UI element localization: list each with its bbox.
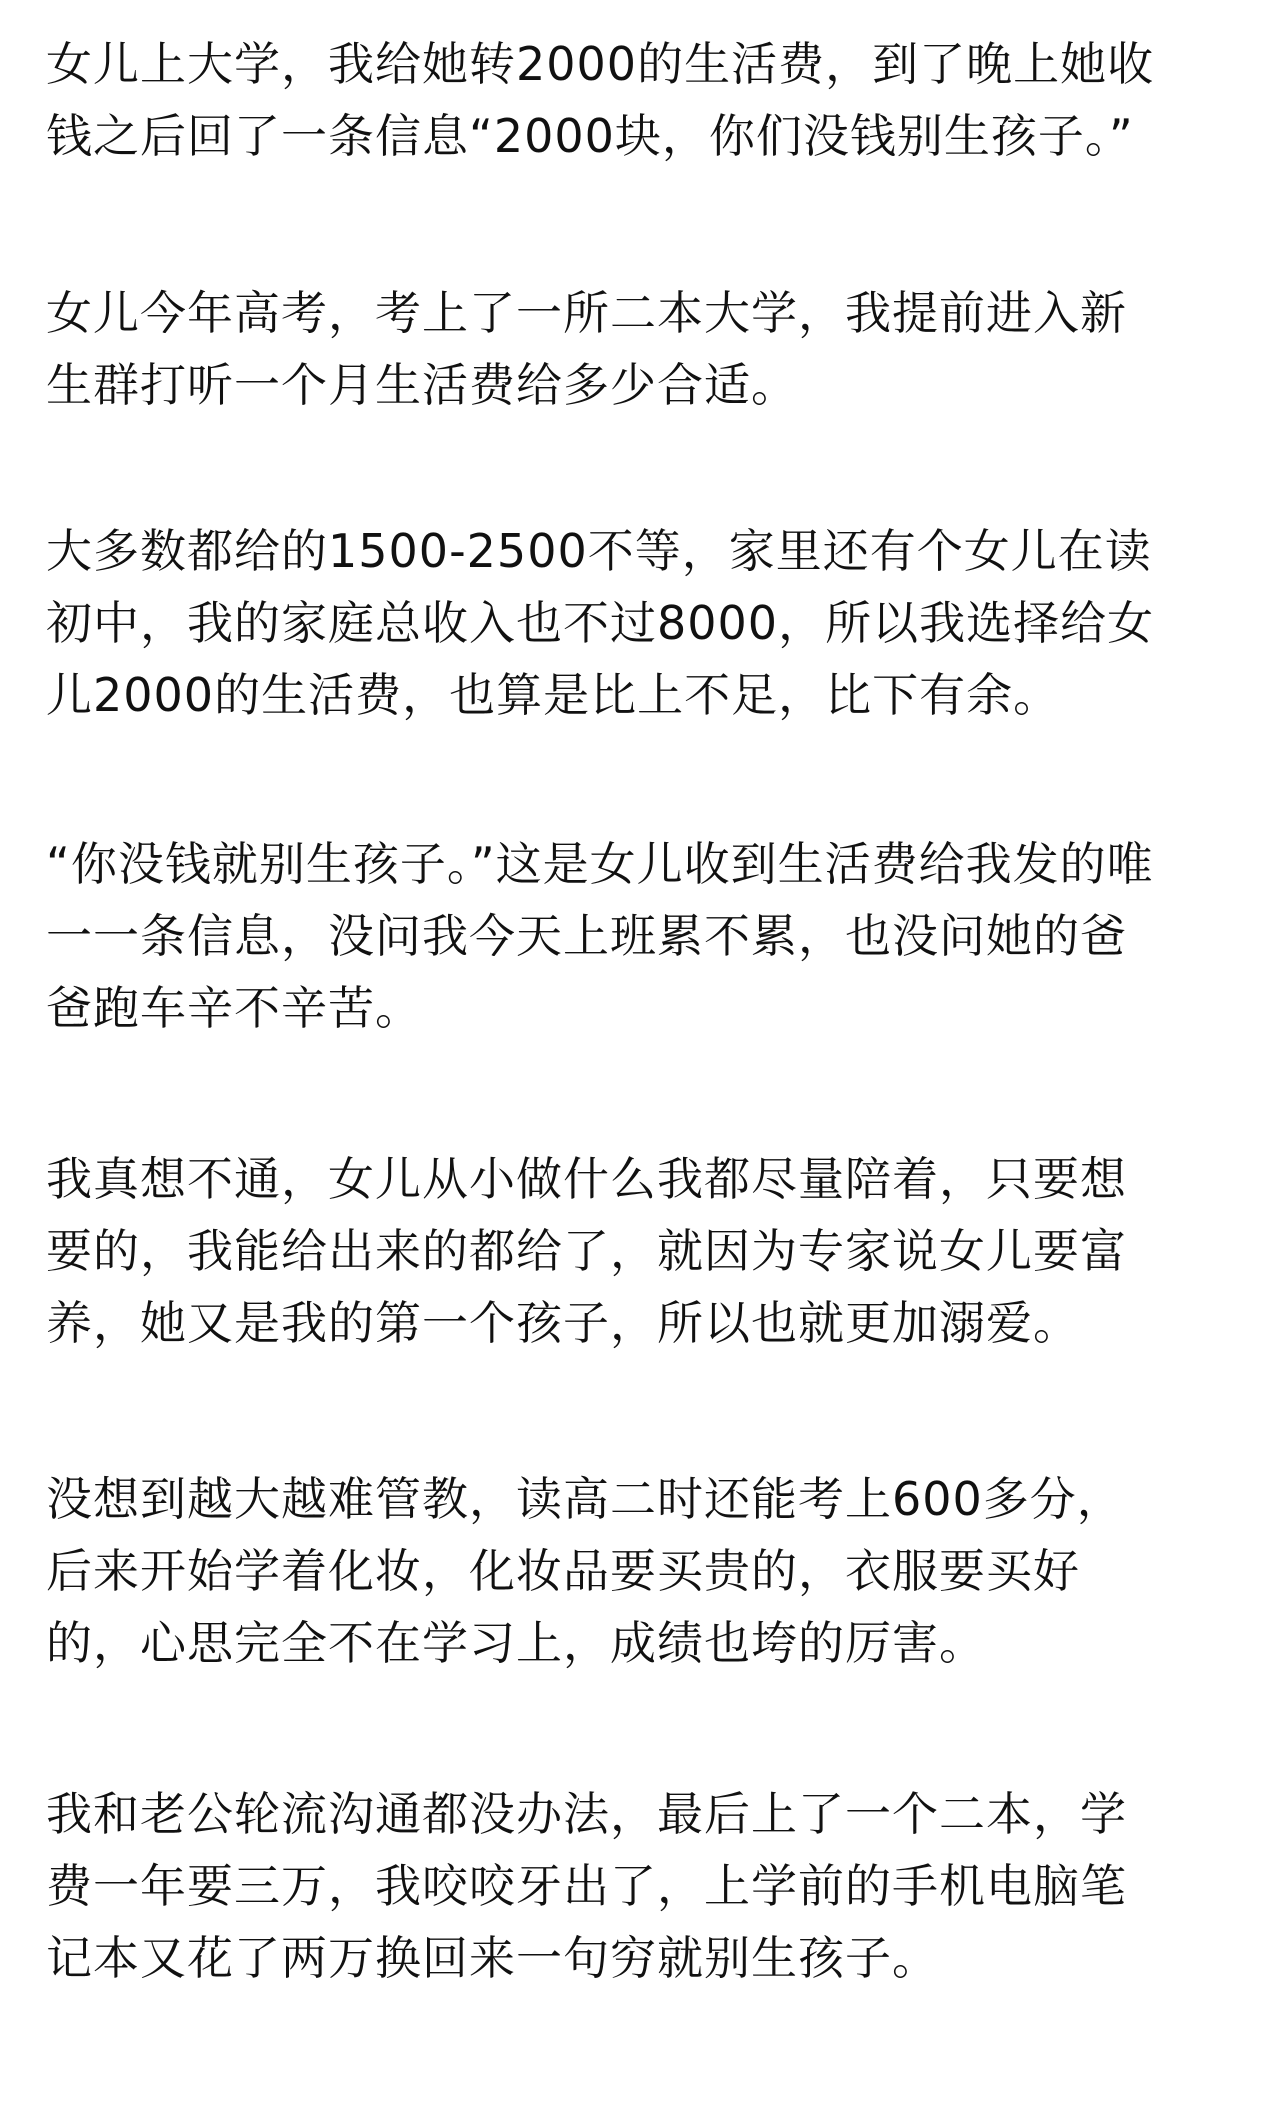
paragraph-1: 女儿上大学，我给她转2000的生活费，到了晚上她收 钱之后回了一条信息“2000块，你们没钱别生孩子。” [46, 37, 1155, 163]
paragraph-2: 女儿今年高考，考上了一所二本大学，我提前进入新 生群打听一个月生活费给多少合适。 [46, 286, 1127, 412]
watermark [1220, 2061, 1266, 2093]
paragraph-3: 大多数都给的1500-2500不等，家里还有个女儿在读 初中，我的家庭总收入也不过8000，所以我选择给女 儿2000的生活费，也算是比上不足，比下有余。 [46, 524, 1155, 722]
paragraph-4: “你没钱就别生孩子。”这是女儿收到生活费给我发的唯 一一条信息，没问我今天上班累不累，也没问她的爸 爸跑车辛不辛苦。 [46, 837, 1154, 1035]
paragraph-6: 没想到越大越难管教，读高二时还能考上600多分， 后来开始学着化妆，化妆品要买贵的，衣服要买好 的，心思完全不在学习上，成绩也垮的厉害。 [46, 1472, 1124, 1670]
paragraph-5: 我真想不通，女儿从小做什么我都尽量陪着，只要想 要的，我能给出来的都给了，就因为专家说女儿要富 养，她又是我的第一个孩子，所以也就更加溺爱。 [46, 1152, 1127, 1350]
weibo-logo-icon [1220, 2061, 1260, 2093]
paragraph-7: 我和老公轮流沟通都没办法，最后上了一个二本，学 费一年要三万，我咬咬牙出了，上学前的手机电脑笔 记本又花了两万换回来一句穷就别生孩子。 [46, 1787, 1127, 1985]
